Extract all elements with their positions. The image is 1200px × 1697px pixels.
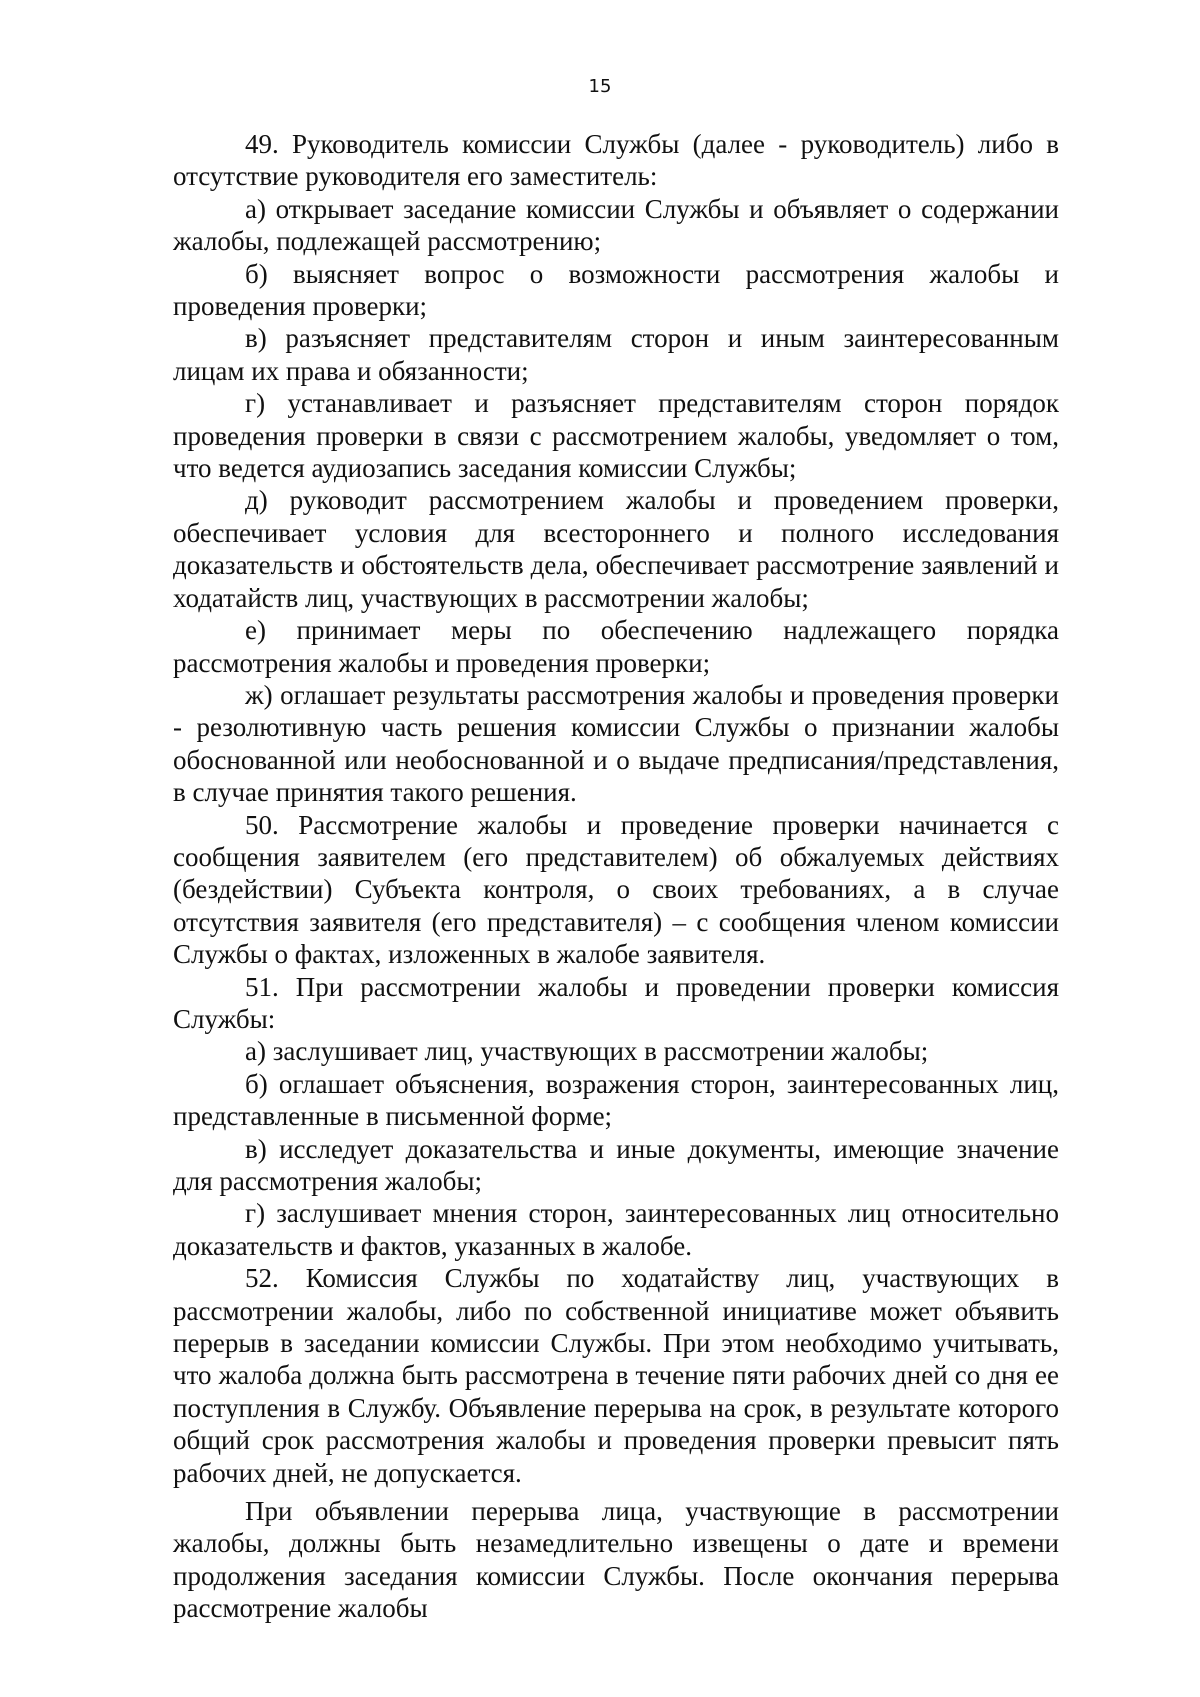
paragraph-49-a: а) открывает заседание комиссии Службы и объявляет о содержании жалобы, подлежащей рассмотрению;	[173, 193, 1059, 257]
paragraph-52: 52. Комиссия Службы по ходатайству лиц, участвующих в рассмотрении жалобы, либо по собственной инициативе может объявить перерыв в заседании комиссии Службы. При этом необходимо учитывать, что жалоба должна быть рассмотрена в течение пяти рабочих дней со дня ее поступления в Службу. Объявление перерыва на срок, в результате которого общий срок рассмотрения жалобы и проведения проверки превысит пять рабочих дней, не допускается.	[173, 1263, 1059, 1488]
paragraph-51-v: в) исследует доказательства и иные документы, имеющие значение для рассмотрения жалобы;	[173, 1133, 1059, 1196]
page-number: 15	[588, 76, 612, 97]
document-body	[173, 128, 1059, 1625]
paragraph-51-g: г) заслушивает мнения сторон, заинтересованных лиц относительно доказательств и фактов, указанных в жалобе.	[173, 1198, 1059, 1261]
paragraph-49-e: е) принимает меры по обеспечению надлежащего порядка рассмотрения жалобы и проведения проверки;	[173, 615, 1059, 678]
paragraph-49-zh: ж) оглашает результаты рассмотрения жалобы и проведения проверки - резолютивную часть решения комиссии Службы о признании жалобы обоснованной или необоснованной и о выдаче предписания/представления, в случае принятия такого решения.	[173, 679, 1059, 808]
paragraph-52-continued: При объявлении перерыва лица, участвующие в рассмотрении жалобы, должны быть незамедлительно извещены о дате и времени продолжения заседания комиссии Службы. После окончания перерыва рассмотрение жалобы	[173, 1496, 1059, 1624]
paragraph-49-b: б) выясняет вопрос о возможности рассмотрения жалобы и проведения проверки;	[173, 258, 1059, 322]
paragraph-49-g: г) устанавливает и разъясняет представителям сторон порядок проведения проверки в связи с рассмотрением жалобы, уведомляет о том, что ведется аудиозапись заседания комиссии Службы;	[173, 388, 1059, 484]
paragraph-51: 51. При рассмотрении жалобы и проведении проверки комиссия Службы:	[173, 971, 1059, 1034]
paragraph-51-b: б) оглашает объяснения, возражения сторон, заинтересованных лиц, представленные в письменной форме;	[173, 1068, 1059, 1132]
paragraph-49: 49. Руководитель комиссии Службы (далее - руководитель) либо в отсутствие руководителя его заместитель:	[173, 129, 1059, 192]
paragraph-49-d: д) руководит рассмотрением жалобы и проведением проверки, обеспечивает условия для всестороннего и полного исследования доказательств и обстоятельств дела, обеспечивает рассмотрение заявлений и ходатайств лиц, участвующих в рассмотрении жалобы;	[173, 485, 1059, 613]
paragraph-51-a: а) заслушивает лиц, участвующих в рассмотрении жалобы;	[245, 1036, 929, 1067]
paragraph-49-v: в) разъясняет представителям сторон и иным заинтересованным лицам их права и обязанности;	[173, 323, 1059, 386]
paragraph-50: 50. Рассмотрение жалобы и проведение проверки начинается с сообщения заявителем (его представителем) об обжалуемых действиях (бездействии) Субъекта контроля, о своих требованиях, а в случае отсутствия заявителя (его представителя) – с сообщения членом комиссии Службы о фактах, изложенных в жалобе заявителя.	[173, 809, 1059, 970]
